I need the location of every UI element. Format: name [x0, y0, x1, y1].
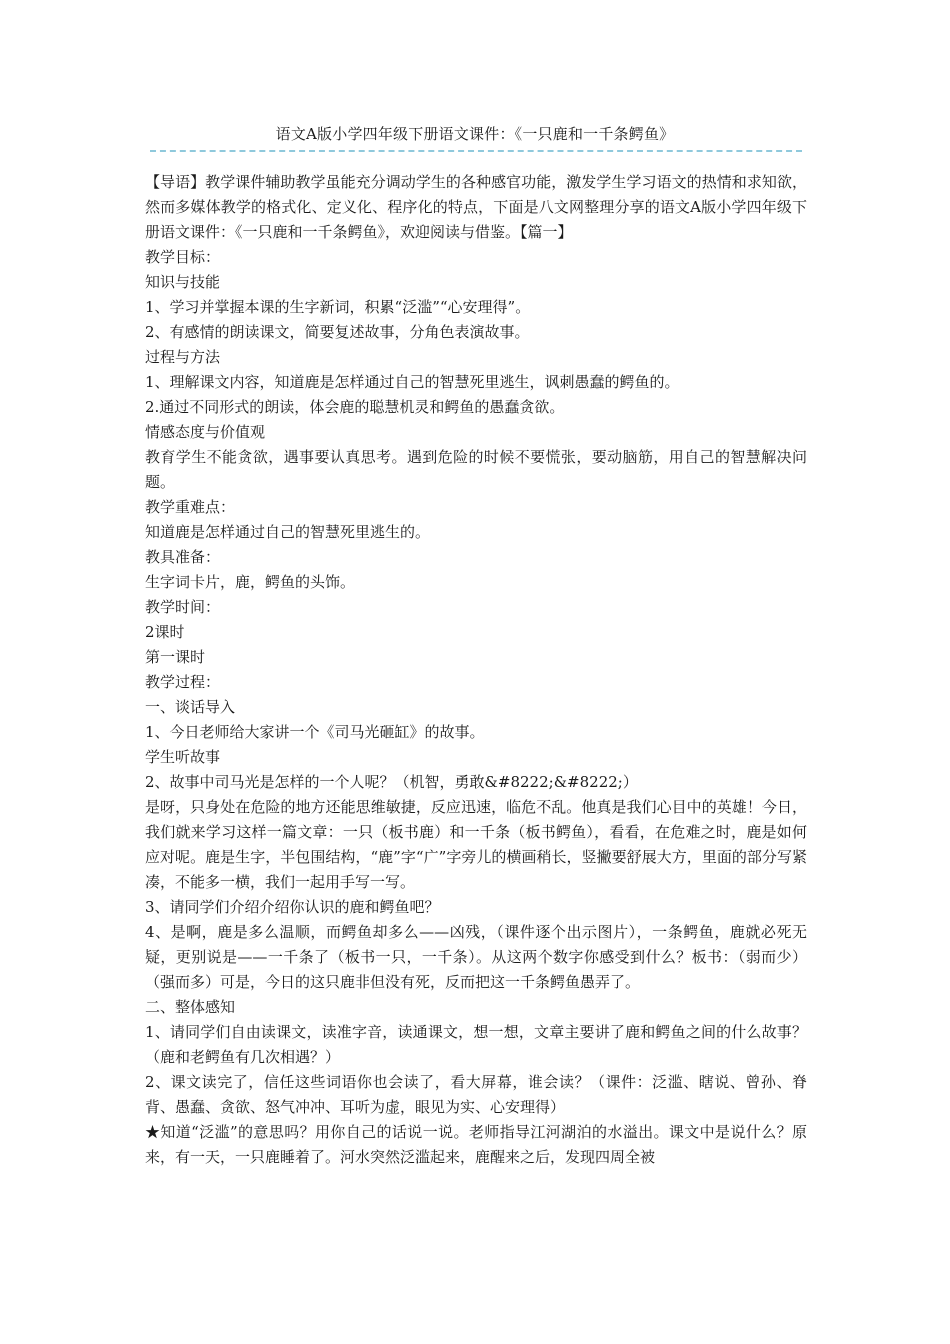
process-item: 4、是啊，鹿是多么温顺，而鳄鱼却多么——凶残，（课件逐个出示图片），一条鳄鱼，鹿就必死无疑，更别说是——一千条了（板书一只，一千条）。从这两个数字你感受到什么？板书：（弱而少）（强而多）可是，今日的这只鹿非但没有死，反而把这一千条鳄鱼愚弄了。	[145, 923, 807, 991]
goal-item: 1、学习并掌握本课的生字新词，积累“泛滥”“心安理得”。	[145, 298, 531, 316]
intro-paragraph: 【导语】教学课件辅助教学虽能充分调动学生的各种感官功能，激发学生学习语文的热情和求知欲，然而多媒体教学的格式化、定义化、程序化的特点，下面是八文网整理分享的语文A版小学四年级下册语文课件：《一只鹿和一千条鳄鱼》，欢迎阅读与借鉴。【篇一】	[145, 173, 807, 241]
heading-teaching-time: 教学时间：	[145, 598, 221, 616]
process-item: 1、今日老师给大家讲一个《司马光砸缸》的故事。	[145, 723, 485, 741]
heading-materials: 教具准备：	[145, 548, 221, 566]
document-body	[145, 170, 807, 1170]
paragraph: 生字词卡片，鹿，鳄鱼的头饰。	[145, 573, 356, 591]
heading-first-lesson: 第一课时	[145, 648, 206, 666]
paragraph: 教育学生不能贪欲，遇事要认真思考。遇到危险的时候不要慌张，要动脑筋，用自己的智慧解决问题。	[145, 448, 807, 491]
section-heading: 一、谈话导入	[145, 698, 236, 716]
heading-teaching-process: 教学过程：	[145, 673, 221, 691]
paragraph: 是呀，只身处在危险的地方还能思维敏捷，反应迅速，临危不乱。他真是我们心目中的英雄！今日，我们就来学习这样一篇文章：一只（板书鹿）和一千条（板书鳄鱼），看看，在危难之时，鹿是如何应对呢。鹿是生字，半包围结构，“鹿”字“广”字旁儿的横画稍长，竖撇要舒展大方，里面的部分写紧凑，不能多一横，我们一起用手写一写。	[145, 798, 807, 891]
heading-teaching-goals: 教学目标：	[145, 248, 221, 266]
process-item: 3、请同学们介绍介绍你认识的鹿和鳄鱼吧？	[145, 898, 440, 916]
paragraph: 2课时	[145, 623, 185, 641]
heading-key-difficulties: 教学重难点：	[145, 498, 236, 516]
subheading-knowledge-skills: 知识与技能	[145, 273, 221, 291]
goal-item: 2、有感情的朗读课文，简要复述故事，分角色表演故事。	[145, 323, 530, 341]
subheading-process-methods: 过程与方法	[145, 348, 221, 366]
process-item: 2、课文读完了，信任这些词语你也会读了，看大屏幕，谁会读？（课件：泛滥、瞎说、曾孙、脊背、愚蠢、贪欲、怒气冲冲、耳听为虚，眼见为实、心安理得）	[145, 1073, 807, 1116]
subheading-emotion-values: 情感态度与价值观	[145, 423, 266, 441]
goal-item: 2.通过不同形式的朗读，体会鹿的聪慧机灵和鳄鱼的愚蠢贪欲。	[145, 398, 565, 416]
document-title: 语文A版小学四年级下册语文课件：《一只鹿和一千条鳄鱼》	[275, 125, 675, 143]
process-item: 1、请同学们自由读课文，读准字音，读通课文，想一想，文章主要讲了鹿和鳄鱼之间的什么故事？（鹿和老鳄鱼有几次相遇？）	[145, 1023, 807, 1066]
title-divider	[150, 150, 802, 152]
section-heading: 二、整体感知	[145, 998, 236, 1016]
paragraph: 学生听故事	[145, 748, 221, 766]
paragraph: 知道鹿是怎样通过自己的智慧死里逃生的。	[145, 523, 431, 541]
process-item: 2、故事中司马光是怎样的一个人呢？（机智，勇敢&#8222;&#8222;）	[145, 773, 638, 791]
paragraph: ★知道“泛滥”的意思吗？用你自己的话说一说。老师指导江河湖泊的水溢出。课文中是说什么？原来，有一天，一只鹿睡着了。河水突然泛滥起来，鹿醒来之后，发现四周全被	[145, 1123, 807, 1166]
goal-item: 1、理解课文内容，知道鹿是怎样通过自己的智慧死里逃生，讽刺愚蠢的鳄鱼的。	[145, 373, 680, 391]
